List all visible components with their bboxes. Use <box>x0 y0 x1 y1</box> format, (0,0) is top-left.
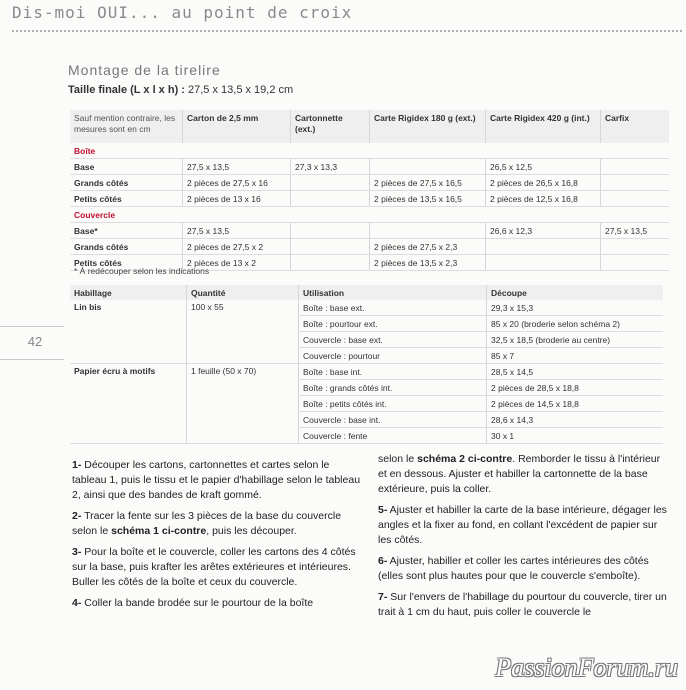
cell: 85 x 20 (broderie selon schéma 2) <box>487 316 664 332</box>
step-bold-text: schéma 2 ci-contre <box>417 453 513 465</box>
cell: Boîte : petits côtés int. <box>299 396 487 412</box>
table-header-cell: Quantité <box>187 285 299 300</box>
cell: Couvercle : base int. <box>299 412 487 428</box>
table-row <box>70 159 669 175</box>
step-number: 7- <box>378 591 388 603</box>
step-text: Découper les cartons, cartonnettes et cartes selon le tableau 1, puis le tissu et le papier d'habillage selon le tableau 2, ainsi que des bandes de kraft gommé. <box>72 459 361 501</box>
table-row <box>70 175 669 191</box>
section-label: Couvercle <box>70 207 669 223</box>
cell: 27,3 x 13,3 <box>291 159 370 175</box>
table-header-cell: Habillage <box>70 285 187 300</box>
section-label: Boîte <box>70 143 669 159</box>
cell: 2 pièces de 13 x 2 <box>183 255 291 271</box>
cell: 85 x 7 <box>487 348 664 364</box>
cell: Petits côtés <box>70 191 183 207</box>
step-bold-text: schéma 1 ci-contre <box>111 525 207 537</box>
cell <box>601 191 670 207</box>
instructions-left-column <box>72 458 362 617</box>
table-row <box>70 239 669 255</box>
header-divider <box>12 30 682 32</box>
table-section-row <box>70 207 669 223</box>
watermark: PassionForum.ru <box>495 653 678 682</box>
cell: 32,5 x 18,5 (broderie au centre) <box>487 332 664 348</box>
step-text: Tracer la fente sur les 3 pièces de la base du couvercle selon le <box>72 510 342 537</box>
step-text: Ajuster, habiller et coller les cartes intérieures des côtés (elles sont plus hautes pour que le couvercle s'emboîte). <box>378 555 649 582</box>
step-number: 3- <box>72 546 82 558</box>
cell <box>601 175 670 191</box>
step-number: 4- <box>72 597 82 609</box>
cell <box>370 223 486 239</box>
cell: Boîte : pourtour ext. <box>299 316 487 332</box>
page-header-title: Dis-moi OUI... au point de croix <box>12 3 353 22</box>
cell: 2 pièces de 13,5 x 2,3 <box>370 255 486 271</box>
table-header-cell: Sauf mention contraire, les mesures sont en cm <box>70 110 183 143</box>
cell <box>601 159 670 175</box>
step-text: Pour la boîte et le couvercle, coller les cartons des 4 côtés sur la base, puis krafter les arêtes extérieures et intérieures. Buller les côtés de la boîte et ceux du couvercle. <box>72 546 356 588</box>
table-row <box>70 364 663 380</box>
cell: 29,3 x 15,3 <box>487 300 664 316</box>
materials-table <box>70 110 669 271</box>
step-text: selon le <box>378 453 418 465</box>
cell <box>486 255 601 271</box>
cell: 2 pièces de 13,5 x 16,5 <box>370 191 486 207</box>
cell: Grands côtés <box>70 175 183 191</box>
step-paragraph <box>378 590 668 620</box>
final-size-value: 27,5 x 13,5 x 19,2 cm <box>184 84 294 96</box>
group-name: Papier écru à motifs <box>70 364 187 444</box>
step-number: 5- <box>378 504 388 516</box>
cell <box>601 239 670 255</box>
page-number: 42 <box>27 334 43 349</box>
table-header-cell: Carfix <box>601 110 670 143</box>
cell: 2 pièces de 27,5 x 2,3 <box>370 239 486 255</box>
cell <box>601 255 670 271</box>
cell: Base <box>70 159 183 175</box>
page-number-tab <box>0 326 64 360</box>
cell <box>486 239 601 255</box>
cell: 2 pièces de 27,5 x 16 <box>183 175 291 191</box>
cell: Boîte : grands côtés int. <box>299 380 487 396</box>
table-note: * À redécouper selon les indications <box>74 266 210 276</box>
cell: Boîte : base int. <box>299 364 487 380</box>
cell: 27,5 x 13,5 <box>601 223 670 239</box>
cell: Grands côtés <box>70 239 183 255</box>
cell: 28,5 x 14,5 <box>487 364 664 380</box>
table-header-cell: Carte Rigidex 420 g (int.) <box>486 110 601 143</box>
cell: 27,5 x 13,5 <box>183 159 291 175</box>
step-paragraph <box>72 509 362 539</box>
cell: 2 pièces de 14,5 x 18,8 <box>487 396 664 412</box>
cell <box>370 159 486 175</box>
step-paragraph <box>378 503 668 548</box>
table-section-row <box>70 143 669 159</box>
cell: 2 pièces de 28,5 x 18,8 <box>487 380 664 396</box>
step-paragraph <box>72 596 362 611</box>
step-text: Ajuster et habiller la carte de la base intérieure, dégager les angles et la fixer au fond, en collant l'excédent de papier sur les côtés. <box>378 504 667 546</box>
table-header-cell: Utilisation <box>299 285 487 300</box>
cell: 2 pièces de 13 x 16 <box>183 191 291 207</box>
step-paragraph <box>378 554 668 584</box>
step-text: , puis les découper. <box>206 525 297 537</box>
step-text: . Remborder le tissu à l'intérieur et en dessous. Ajuster et habiller la cartonnette de la base extérieure, puis la coller. <box>378 453 661 495</box>
step-paragraph <box>72 458 362 503</box>
instructions-right-column <box>378 452 668 626</box>
cell: Base* <box>70 223 183 239</box>
cell: 28,6 x 14,3 <box>487 412 664 428</box>
step-number: 6- <box>378 555 388 567</box>
step-paragraph <box>72 545 362 590</box>
table-header-row <box>70 285 663 300</box>
final-size-label: Taille finale (L x l x h) : <box>68 84 185 96</box>
table-row <box>70 300 663 316</box>
cell <box>291 239 370 255</box>
cell: Couvercle : base ext. <box>299 332 487 348</box>
cell <box>291 223 370 239</box>
cell: 27,5 x 13,5 <box>183 223 291 239</box>
table-header-row <box>70 110 669 143</box>
table-row <box>70 191 669 207</box>
cell: 2 pièces de 12,5 x 16,8 <box>486 191 601 207</box>
table-header-cell: Cartonnette (ext.) <box>291 110 370 143</box>
table-header-cell: Découpe <box>487 285 664 300</box>
group-quantity: 100 x 55 <box>187 300 299 364</box>
cell: 2 pièces de 27,5 x 16,5 <box>370 175 486 191</box>
cell <box>291 175 370 191</box>
table-row <box>70 223 669 239</box>
step-text: Coller la bande brodée sur le pourtour de la boîte <box>81 597 314 609</box>
final-size <box>68 84 293 96</box>
cell: Couvercle : fente <box>299 428 487 444</box>
cell: 2 pièces de 26,5 x 16,8 <box>486 175 601 191</box>
group-name: Lin bis <box>70 300 187 364</box>
step-number: 2- <box>72 510 82 522</box>
cell: 30 x 1 <box>487 428 664 444</box>
covering-table <box>70 285 663 444</box>
cell: Petits côtés <box>70 255 183 271</box>
table-header-cell: Carton de 2,5 mm <box>183 110 291 143</box>
step-text: Sur l'envers de l'habillage du pourtour du couvercle, tirer un trait à 1 cm du haut, puis coller le couvercle le <box>378 591 667 618</box>
table-header-cell: Carte Rigidex 180 g (ext.) <box>370 110 486 143</box>
cell <box>291 255 370 271</box>
step-paragraph <box>378 452 668 497</box>
cell: 2 pièces de 27,5 x 2 <box>183 239 291 255</box>
cell: 26,5 x 12,5 <box>486 159 601 175</box>
cell: Boîte : base ext. <box>299 300 487 316</box>
section-title: Montage de la tirelire <box>68 62 221 78</box>
group-quantity: 1 feuille (50 x 70) <box>187 364 299 444</box>
step-number: 1- <box>72 459 82 471</box>
cell: Couvercle : pourtour <box>299 348 487 364</box>
cell: 26,6 x 12,3 <box>486 223 601 239</box>
cell <box>291 191 370 207</box>
